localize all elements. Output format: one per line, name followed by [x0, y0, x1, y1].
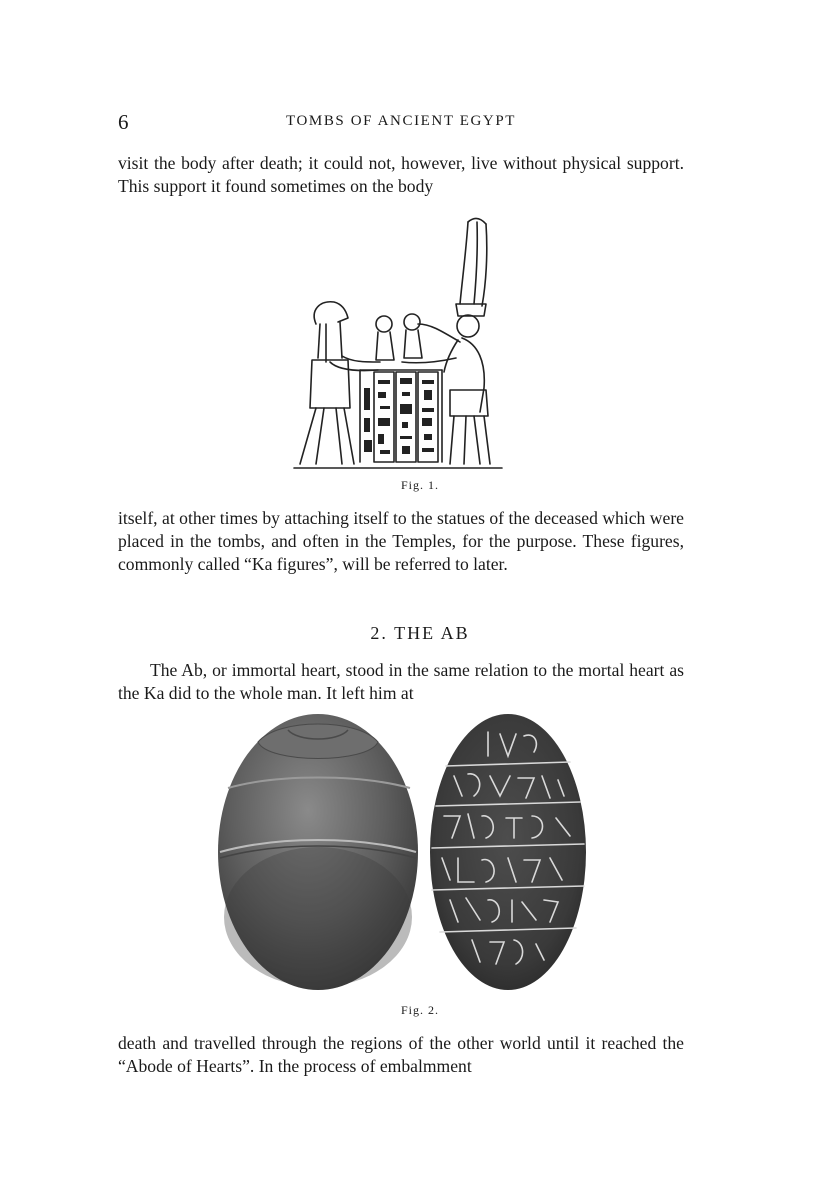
- running-title: TOMBS OF ANCIENT EGYPT: [285, 113, 517, 129]
- paragraph-4: death and travelled through the regions of the other world until it reached the “Abode of Hearts”. In the process of embalmment: [118, 1033, 684, 1076]
- paragraph-1: visit the body after death; it could not, however, live without physical support. This support it found sometimes on the body: [118, 153, 684, 196]
- page-header: [118, 110, 684, 136]
- figure-2-photograph: [218, 712, 590, 994]
- page-number: 6: [118, 110, 129, 134]
- section-heading: 2. THE AB: [370, 623, 470, 643]
- figure-1-caption: Fig. 1.: [400, 478, 439, 492]
- paragraph-2: itself, at other times by attaching itself to the statues of the deceased which were placed in the tombs, and often in the Temples, for the purpose. These figures, commonly called “Ka figures”, will be referred to later.: [118, 508, 684, 574]
- paragraph-3: The Ab, or immortal heart, stood in the same relation to the mortal heart as the Ka did to the whole man. It left him at: [118, 660, 684, 703]
- figure-1-illustration: [290, 212, 505, 472]
- figure-2-caption: Fig. 2.: [400, 1003, 439, 1017]
